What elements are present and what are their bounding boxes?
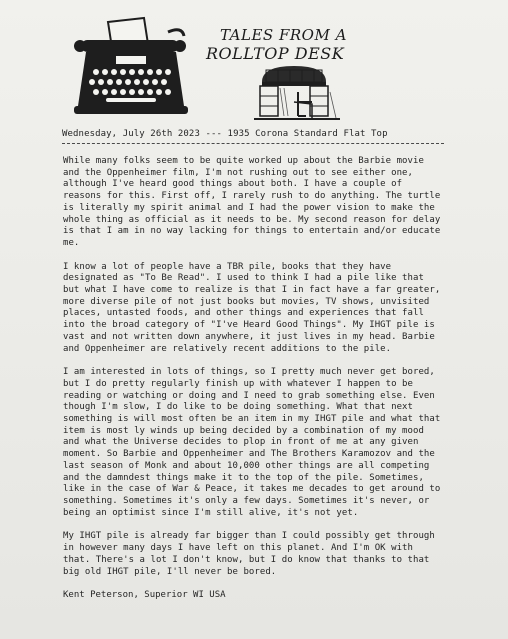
blog-logo [200, 22, 350, 124]
signature: Kent Peterson, Superior WI USA [63, 590, 226, 601]
logo-title-line1: TALES FROM A [220, 26, 347, 44]
dateline: Wednesday, July 26th 2023 --- 1935 Corona Standard Flat Top [62, 129, 388, 139]
logo-title-line2: ROLLTOP DESK [206, 44, 345, 63]
divider [62, 143, 444, 144]
paragraph-2: I know a lot of people have a TBR pile, books that they have designated as "To Be Read". I used to think I had a pile like that but what I have come to realize is that I in fact have a far greater, more diverse pile of not just books but movies, TV shows, unvisited places, untasted foods, and other things and experiences that fall into the broad category of "I've Heard Good Things". My IHGT pile is vast and not written down anywhere, it just lives in my head. Barbie and Oppenheimer are relatively recent additions to the pile. [63, 261, 441, 354]
paragraph-3: I am interested in lots of things, so I pretty much never get bored, but I do pretty regularly finish up with whatever I happen to be reading or watching or doing and I need to grab something else. Even though I'm slow, I do like to be doing something. What that next something is will most often be an item in my IHGT pile and what that item is most ly winds up being decided by a combination of my mood and what the Universe decides to plop in front of me at any given moment. So Barbie and Oppenheimer and The Brothers Karamozov and the last season of Monk and about 10,000 other things are all competing and the damndest things make it to the top of the pile. Sometimes, like in the case of War & Peace, it takes me decades to get around to something. Sometimes it's only a few days. Sometimes it's never, or being an optimist since I'm still alive, it's not yet. [63, 367, 441, 518]
paragraph-1: While many folks seem to be quite worked up about the Barbie movie and the Oppenheimer film, I'm not rushing out to see either one, although I've heard good things about both. I have a couple of reasons for this. First off, I rarely rush to do anything. The turtle is literally my spirit animal and I had the power vision to make the whole thing as official as it needs to be. My second reason for delay is that I am in no way lacking for things to entertain and/or educate me. [63, 156, 441, 248]
rolltop-desk-icon [254, 62, 340, 127]
letter-body [63, 156, 445, 602]
typewriter-icon [72, 14, 190, 118]
paragraph-4: My IHGT pile is already far bigger than I could possibly get through in however many days I have left on this planet. And I'm OK with that. There's a lot I don't know, but I do know that thanks to that big old IHGT pile, I'll never be bored. [63, 531, 435, 577]
